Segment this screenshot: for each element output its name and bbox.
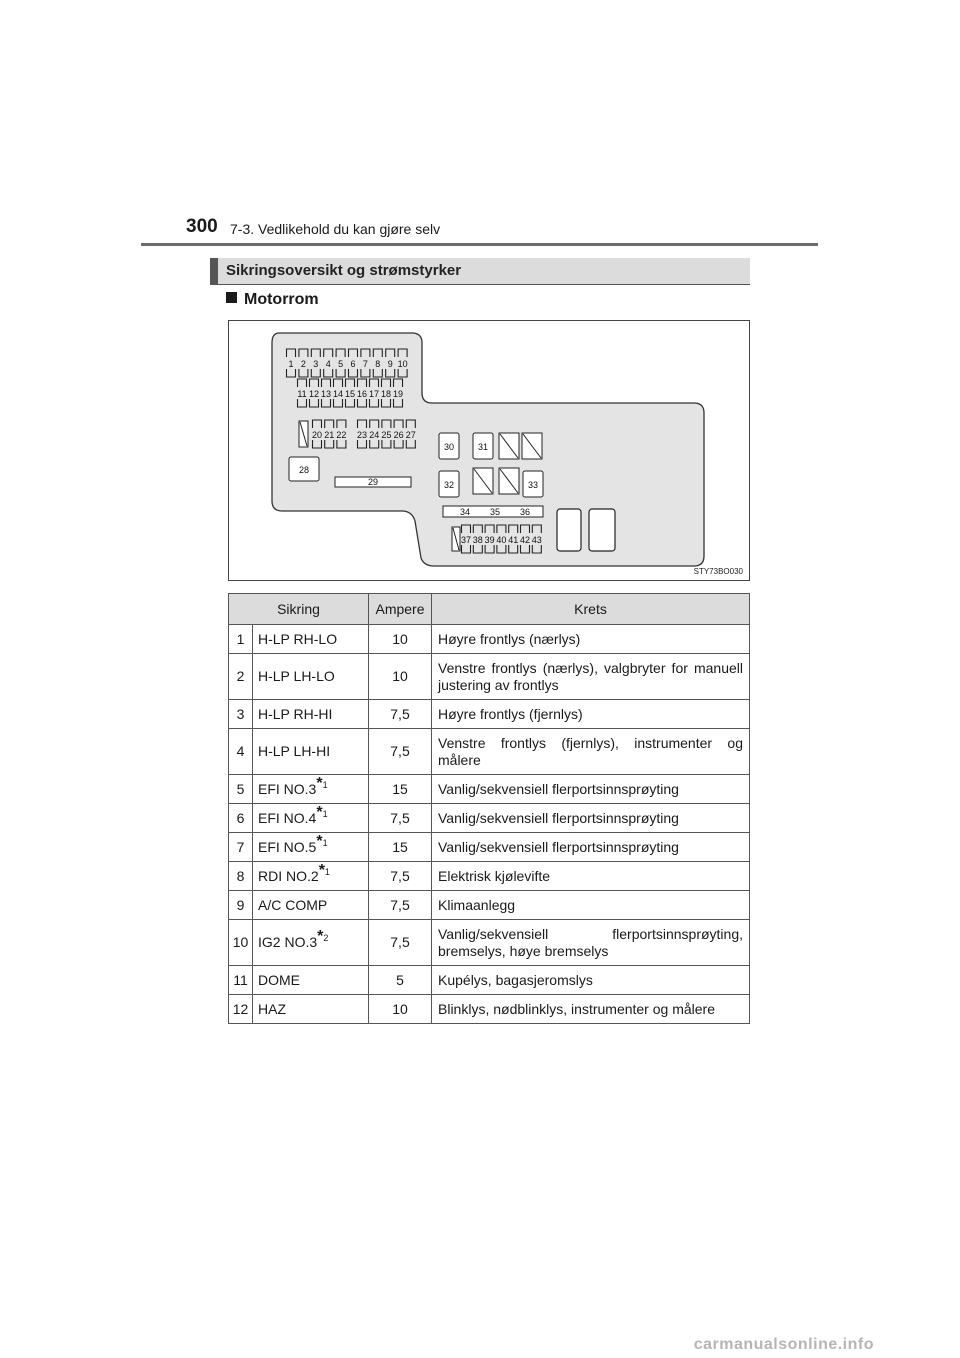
- fuse-label-43: 43: [531, 535, 542, 545]
- fuse-number: 7: [229, 833, 253, 862]
- fuse-name-text: DOME: [258, 971, 300, 988]
- table-row: [229, 625, 750, 654]
- fuse-number: 4: [229, 729, 253, 775]
- fuse-number: 10: [229, 920, 253, 966]
- header-sikring: Sikring: [229, 594, 369, 625]
- fuse-name: [253, 891, 369, 920]
- footnote-marker: *1: [316, 774, 328, 792]
- fuse-name: [253, 654, 369, 700]
- fuse-label-18: 18: [380, 389, 392, 399]
- table-row: [229, 700, 750, 729]
- fuse-label-20: 20: [311, 430, 323, 440]
- fuse-label-14: 14: [332, 389, 344, 399]
- fuse-circuit: Venstre frontlys (nærlys), valgbryter for manuell justering av frontlys: [432, 654, 750, 700]
- fuse-number: 6: [229, 804, 253, 833]
- footnote-number: 1: [322, 808, 328, 819]
- fuse-label-21: 21: [324, 430, 335, 440]
- fuse-ampere: 10: [369, 625, 432, 654]
- table-row: [229, 995, 750, 1024]
- fuse-label-4: 4: [325, 359, 331, 369]
- fuse-number: 8: [229, 862, 253, 891]
- fuse-circuit: Klimaanlegg: [432, 891, 750, 920]
- fuse-name-text: H-LP LH-HI: [258, 743, 331, 759]
- fuse-number: 5: [229, 775, 253, 804]
- fuse-label-42: 42: [519, 535, 531, 545]
- fuse-circuit: Vanlig/sekvensiell flerportsinnsprøyting: [432, 804, 750, 833]
- fuse-number: 11: [229, 966, 253, 995]
- fuse-label-5: 5: [338, 359, 344, 369]
- fuse-box-drawing: [229, 321, 749, 580]
- fuse-ampere: 7,5: [369, 700, 432, 729]
- fuse-name: [253, 804, 369, 833]
- fuse-circuit: Elektrisk kjølevifte: [432, 862, 750, 891]
- fuse-number: 1: [229, 625, 253, 654]
- fuse-name: [253, 625, 369, 654]
- fuse-circuit: Vanlig/sekvensiell flerportsinnsprøyting: [432, 833, 750, 862]
- chapter-title: 7-3. Vedlikehold du kan gjøre selv: [230, 221, 441, 237]
- fuse-name-text: EFI NO.4: [258, 809, 317, 826]
- fuse-circuit: Høyre frontlys (nærlys): [432, 625, 750, 654]
- fuse-circuit: Vanlig/sekvensiell flerportsinnsprøyting: [432, 775, 750, 804]
- table-row: [229, 833, 750, 862]
- fuse-name: [253, 862, 369, 891]
- footnote-marker: *1: [316, 803, 328, 821]
- fuse-label-41: 41: [508, 535, 519, 545]
- fuse-label-2: 2: [300, 359, 306, 369]
- fuse-circuit: Blinklys, nødblinklys, instrumenter og målere: [432, 995, 750, 1024]
- fuse-label-38: 38: [472, 535, 483, 545]
- fuse-label-7: 7: [362, 359, 368, 369]
- header-krets: Krets: [432, 594, 750, 625]
- fuse-table: [228, 593, 750, 1024]
- figure-code: STY73BO030: [693, 567, 743, 576]
- fuse-name-text: H-LP RH-LO: [258, 630, 338, 647]
- fuse-label-25: 25: [381, 430, 392, 440]
- fuse-ampere: 7,5: [369, 804, 432, 833]
- table-row: [229, 891, 750, 920]
- fuse-label-19: 19: [392, 389, 404, 399]
- page-number: 300: [186, 216, 218, 237]
- fuse-name: [253, 775, 369, 804]
- fuse-ampere: 15: [369, 775, 432, 804]
- fuse-label-29: 29: [367, 477, 379, 487]
- fuse-circuit: Venstre frontlys (fjernlys), instrumenter og målere: [432, 729, 750, 775]
- square-bullet-icon: [226, 292, 237, 303]
- fuse-ampere: 10: [369, 654, 432, 700]
- fuse-ampere: 5: [369, 966, 432, 995]
- fuse-name-text: H-LP LH-LO: [258, 668, 335, 684]
- fuse-label-34: 34: [459, 507, 471, 517]
- fuse-name-text: RDI NO.2: [258, 867, 319, 884]
- fuse-label-30: 30: [443, 442, 455, 452]
- fuse-name: [253, 700, 369, 729]
- fuse-label-28: 28: [298, 465, 310, 475]
- footnote-number: 1: [322, 779, 328, 790]
- fuse-label-24: 24: [369, 430, 380, 440]
- fuse-ampere: 10: [369, 995, 432, 1024]
- fuse-ampere: 7,5: [369, 920, 432, 966]
- fuse-label-12: 12: [308, 389, 320, 399]
- footnote-number: 2: [323, 933, 329, 944]
- large-relay-right: [589, 509, 615, 551]
- fuse-label-16: 16: [356, 389, 368, 399]
- fuse-label-8: 8: [375, 359, 381, 369]
- fuse-label-27: 27: [405, 430, 416, 440]
- fuse-number: 3: [229, 700, 253, 729]
- table-row: [229, 920, 750, 966]
- fuse-circuit: Høyre frontlys (fjernlys): [432, 700, 750, 729]
- fuse-name-text: EFI NO.3: [258, 780, 317, 797]
- fuse-box-diagram: [228, 320, 750, 581]
- fuse-name-text: EFI NO.5: [258, 838, 317, 855]
- fuse-name: [253, 920, 369, 966]
- fuse-circuit: Kupélys, bagasjeromslys: [432, 966, 750, 995]
- watermark: carmanualsonline.info: [693, 1336, 874, 1353]
- header-ampere: Ampere: [369, 594, 432, 625]
- fuse-label-40: 40: [496, 535, 507, 545]
- fuse-label-33: 33: [527, 480, 539, 490]
- fuse-label-39: 39: [484, 535, 495, 545]
- fuse-name: [253, 995, 369, 1024]
- fuse-name-text: H-LP RH-HI: [258, 705, 333, 722]
- fuse-label-17: 17: [368, 389, 380, 399]
- fuse-label-22: 22: [336, 430, 347, 440]
- fuse-label-36: 36: [519, 507, 531, 517]
- fuse-label-32: 32: [443, 480, 455, 490]
- footnote-marker: *2: [317, 928, 329, 946]
- table-row: [229, 729, 750, 775]
- table-row: [229, 966, 750, 995]
- fuse-ampere: 15: [369, 833, 432, 862]
- fuse-label-10: 10: [397, 359, 408, 369]
- subsection-title: Motorrom: [244, 291, 319, 308]
- fuse-name: [253, 833, 369, 862]
- fuse-ampere: 7,5: [369, 862, 432, 891]
- table-row: [229, 775, 750, 804]
- fuse-label-37: 37: [460, 535, 472, 545]
- fuse-name: [253, 729, 369, 775]
- section-marker: [210, 258, 218, 284]
- table-row: [229, 862, 750, 891]
- table-row: [229, 804, 750, 833]
- fuse-label-26: 26: [393, 430, 404, 440]
- fuse-label-35: 35: [489, 507, 501, 517]
- fuse-label-15: 15: [344, 389, 356, 399]
- fuse-number: 9: [229, 891, 253, 920]
- fuse-label-31: 31: [477, 442, 489, 452]
- section-title: Sikringsoversikt og strømstyrker: [226, 262, 462, 279]
- footnote-number: 1: [322, 837, 328, 848]
- fuse-label-6: 6: [350, 359, 356, 369]
- fuse-label-9: 9: [387, 359, 393, 369]
- fuse-circuit: Vanlig/sekvensiell flerportsinnsprøyting, bremselys, høye bremselys: [432, 920, 750, 966]
- footnote-number: 1: [324, 866, 330, 877]
- table-header-row: [229, 594, 750, 625]
- header-rule: [141, 243, 818, 246]
- fuse-name-text: A/C COMP: [258, 896, 328, 913]
- fuse-label-11: 11: [297, 389, 307, 399]
- fuse-ampere: 7,5: [369, 729, 432, 775]
- fuse-number: 12: [229, 995, 253, 1024]
- table-row: [229, 654, 750, 700]
- fuse-label-3: 3: [313, 359, 319, 369]
- footnote-marker: *1: [316, 832, 328, 850]
- fuse-label-23: 23: [356, 430, 368, 440]
- subsection-heading: [226, 291, 319, 309]
- fuse-name-text: HAZ: [258, 1000, 286, 1017]
- fuse-number: 2: [229, 654, 253, 700]
- fuse-label-13: 13: [320, 389, 332, 399]
- footnote-marker: *1: [318, 861, 330, 879]
- large-relay-left: [557, 509, 581, 551]
- fuse-name: [253, 966, 369, 995]
- fuse-ampere: 7,5: [369, 891, 432, 920]
- fuse-name-text: IG2 NO.3: [258, 934, 318, 950]
- section-heading: [210, 258, 750, 285]
- fuse-label-1: 1: [288, 359, 294, 369]
